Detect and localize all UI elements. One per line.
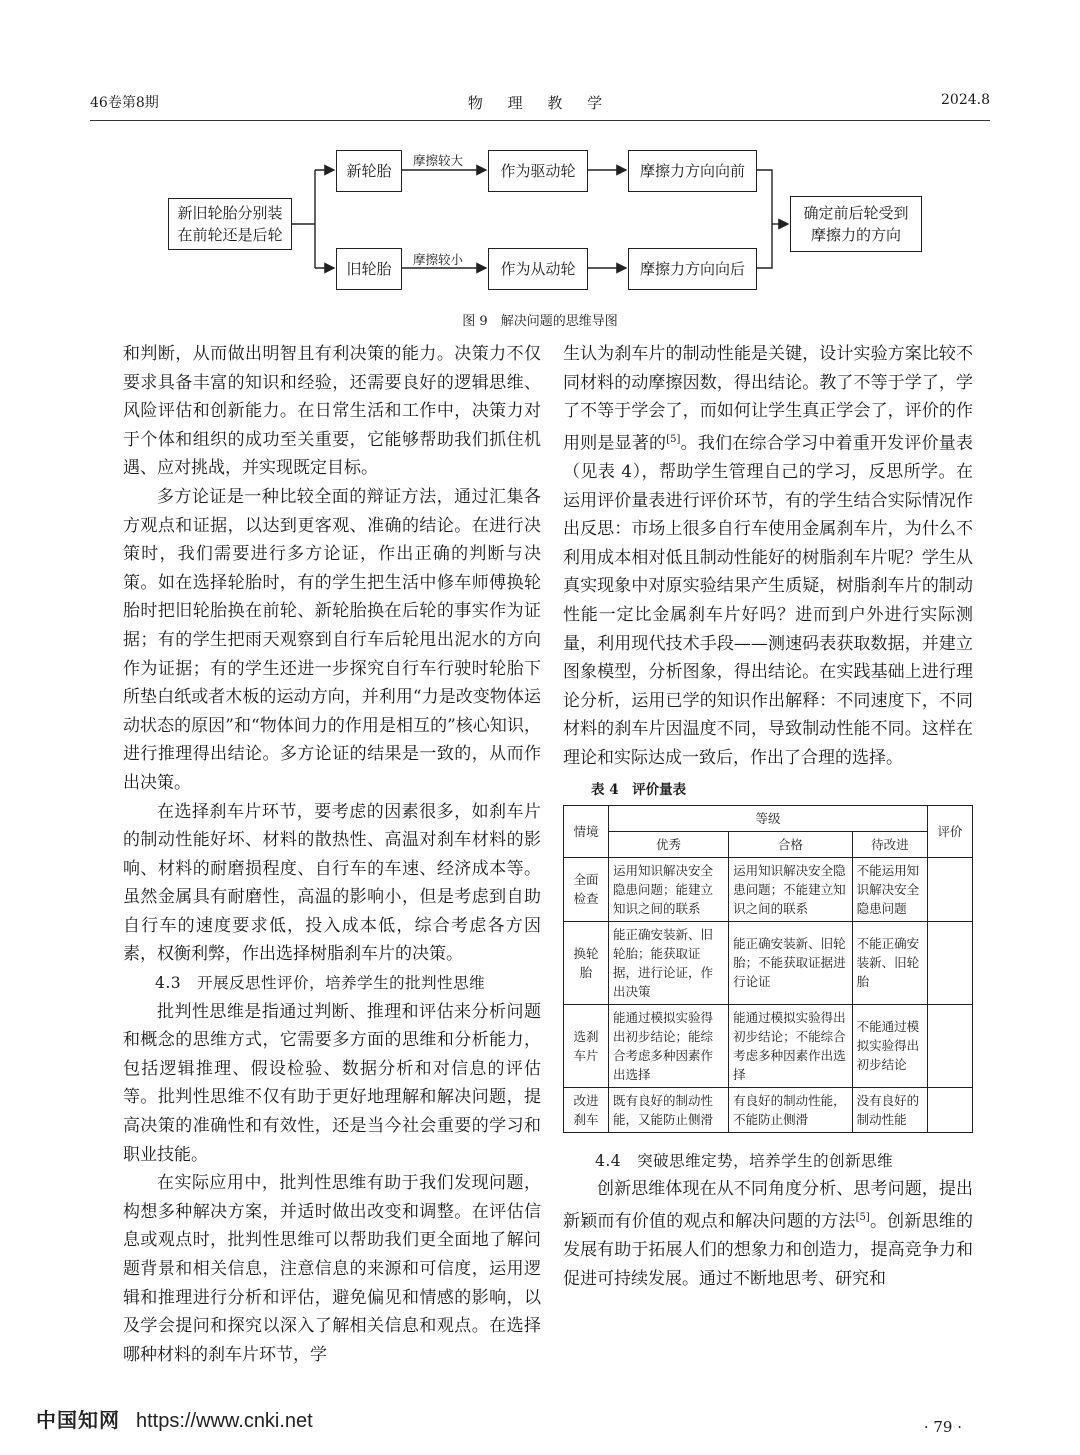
citation-ref: [5] <box>666 433 681 445</box>
right-paragraph-2b: 。创新思维的发展有助于拓展人们的想象力和创造力，提高竞争力和促进可持续发展。通过不断地思考、研究和 <box>563 1211 974 1289</box>
friction-back-node: 摩擦力方向向后 <box>628 248 757 290</box>
section-4-3-heading: 4.3 开展反思性评价，培养学生的批判性思维 <box>155 974 486 993</box>
page-number: · 79 · <box>923 1418 962 1436</box>
cell-pass: 能通过模拟实验得出初步结论；不能综合考虑多种因素作出选择 <box>729 1004 853 1087</box>
left-column <box>123 340 541 1369</box>
table-row <box>564 857 973 921</box>
header-journal: 物 理 教 学 <box>467 94 613 112</box>
new-tire-node: 新轮胎 <box>336 150 402 192</box>
cell-pass: 运用知识解决安全隐患问题；不能建立知识之间的联系 <box>729 857 853 921</box>
cnki-url[interactable]: https://www.cnki.net <box>136 1410 313 1432</box>
running-header <box>90 92 990 116</box>
edge-label-high: 摩擦较大 <box>413 153 464 168</box>
cell-eval <box>928 1004 973 1087</box>
left-paragraph-1: 和判断，从而做出明智且有利决策的能力。决策力不仅要求具备丰富的知识和经验，还需要良好的逻辑思维、风险评估和创新能力。在日常生活和工作中，决策力对于个体和组织的成功至关重要，它能够帮助我们抓住机遇、应对挑战，并实现既定目标。 <box>123 344 541 479</box>
cell-excellent: 既有良好的制动性能，又能防止侧滑 <box>609 1087 729 1132</box>
header-volume: 46卷第8期 <box>90 95 159 111</box>
start-node: 新旧轮胎分别装 在前轮还是后轮 <box>168 198 292 250</box>
cell-excellent: 能正确安装新、旧轮胎；能获取证据，进行论证，作出决策 <box>609 921 729 1004</box>
section-4-4-heading: 4.4 突破思维定势，培养学生的创新思维 <box>595 1151 894 1170</box>
old-tire-node: 旧轮胎 <box>336 248 402 290</box>
header-date: 2024.8 <box>941 92 990 108</box>
cell-improve: 没有良好的制动性能 <box>852 1087 927 1132</box>
cell-situation: 选刹车片 <box>564 1004 609 1087</box>
right-paragraph-1b: 。我们在综合学习中着重开发评价量表（见表 4），帮助学生管理自己的学习，反思所学。在运用评价量表进行评价环节，有的学生结合实际情况作出反思：市场上很多自行车使用金属刹车片，为什么不利用成本相对低且制动性能好的树脂刹车片呢？学生从真实现象中对原实验结果产生质疑，树脂刹车片的制动性能一定比金属刹车片好吗？进而到户外进行实际测量，利用现代技术手段——测速码表获取数据，并建立图象模型，分析图象，得出结论。在实践基础上进行理论分析，运用已学的知识作出解释：不同速度下，不同材料的刹车片因温度不同，导致制动性能不同。这样在理论和实际达成一致后，作出了合理的选择。 <box>563 433 974 768</box>
friction-forward-node: 摩擦力方向向前 <box>628 150 757 192</box>
evaluation-table <box>563 805 973 1133</box>
cell-improve: 不能运用知识解决安全隐患问题 <box>852 857 927 921</box>
right-column <box>563 340 973 1293</box>
left-paragraph-4: 批判性思维是指通过判断、推理和评估来分析问题和概念的思维方式，它需要多方面的思维和分析能力，包括逻辑推理、假设检验、数据分析和对信息的评估等。批判性思维不仅有助于更好地理解和解决问题，提高决策的准确性和有效性，还是当今社会重要的学习和职业技能。 <box>123 1001 541 1165</box>
table-caption: 表 4 评价量表 <box>591 781 687 798</box>
cell-eval <box>928 857 973 921</box>
drive-wheel-node: 作为驱动轮 <box>488 150 588 192</box>
cell-improve: 不能通过模拟实验得出初步结论 <box>852 1004 927 1087</box>
table-row <box>564 1087 973 1132</box>
header-rule <box>90 120 990 121</box>
table-row <box>564 1004 973 1087</box>
right-paragraph-1 <box>563 340 973 773</box>
table-row <box>564 921 973 1004</box>
header-situation: 情境 <box>564 805 609 857</box>
header-improve: 待改进 <box>852 831 927 857</box>
citation-ref: [5] <box>855 1211 870 1223</box>
cell-eval <box>928 1087 973 1132</box>
cell-improve: 不能正确安装新、旧轮胎 <box>852 921 927 1004</box>
left-paragraph-5: 在实际应用中，批判性思维有助于我们发现问题，构想多种解决方案，并适时做出改变和调整。在评估信息或观点时，批判性思维可以帮助我们更全面地了解问题背景和相关信息，注意信息的来源和可信度，运用逻辑和推理进行分析和评估，避免偏见和情感的影响，以及学会提问和探究以深入了解相关信息和观点。在选择哪种材料的刹车片环节，学 <box>123 1173 541 1365</box>
right-paragraph-2a: 创新思维体现在从不同角度分析、思考问题，提出新颖而有价值的观点和解决问题的方法 <box>563 1179 973 1232</box>
mind-map-figure <box>160 140 930 315</box>
cell-eval <box>928 921 973 1004</box>
cell-situation: 换轮胎 <box>564 921 609 1004</box>
connector-merge <box>757 170 772 268</box>
left-paragraph-3: 在选择刹车片环节，要考虑的因素很多，如刹车片的制动性能好坏、材料的散热性、高温对刹车材料的影响、材料的耐磨损程度、自行车的车速、经济成本等。虽然金属具有耐磨性，高温的影响小，但是考虑到自助自行车的速度要求低，投入成本低，综合考虑各方因素，权衡利弊，作出选择树脂刹车片的决策。 <box>123 801 541 965</box>
header-level: 等级 <box>609 805 928 831</box>
cell-situation: 改进刹车 <box>564 1087 609 1132</box>
cell-excellent: 运用知识解决安全隐患问题；能建立知识之间的联系 <box>609 857 729 921</box>
cell-pass: 能正确安装新、旧轮胎；不能获取证据进行论证 <box>729 921 853 1004</box>
cnki-watermark <box>36 1404 313 1433</box>
conclusion-node: 确定前后轮受到 摩擦力的方向 <box>790 196 922 252</box>
cell-situation: 全面检查 <box>564 857 609 921</box>
cnki-logo: 中国知网 <box>36 1410 120 1432</box>
edge-label-low: 摩擦较小 <box>413 252 464 267</box>
left-paragraph-2: 多方论证是一种比较全面的辩证方法，通过汇集各方观点和证据，以达到更客观、准确的结论。在进行决策时，我们需要进行多方论证，作出正确的判断与决策。如在选择轮胎时，有的学生把生活中修车师傅换轮胎时把旧轮胎换在前轮、新轮胎换在后轮的事实作为证据；有的学生把雨天观察到自行车后轮甩出泥水的方向作为证据；有的学生还进一步探究自行车行驶时轮胎下所垫白纸或者木板的运动方向，并利用“力是改变物体运动状态的原因”和“物体间力的作用是相互的”核心知识，进行推理得出结论。多方论证的结果是一致的，从而作出决策。 <box>123 486 541 793</box>
table-header-row <box>564 805 973 831</box>
header-excellent: 优秀 <box>609 831 729 857</box>
cell-excellent: 能通过模拟实验得出初步结论；能综合考虑多种因素作出选择 <box>609 1004 729 1087</box>
header-pass: 合格 <box>729 831 853 857</box>
right-paragraph-2 <box>563 1175 973 1293</box>
driven-wheel-node: 作为从动轮 <box>488 248 588 290</box>
cell-pass: 有良好的制动性能，不能防止侧滑 <box>729 1087 853 1132</box>
table-subheader-row <box>564 831 973 857</box>
header-eval: 评价 <box>928 805 973 857</box>
figure-caption: 图 9 解决问题的思维导图 <box>462 314 618 329</box>
right-paragraph-1a: 生认为刹车片的制动性能是关键，设计实验方案比较不同材料的动摩擦因数，得出结论。教了不等于学了，学了不等于学会了，而如何让学生真正学会了，评价的作用则是显著的 <box>563 344 973 454</box>
